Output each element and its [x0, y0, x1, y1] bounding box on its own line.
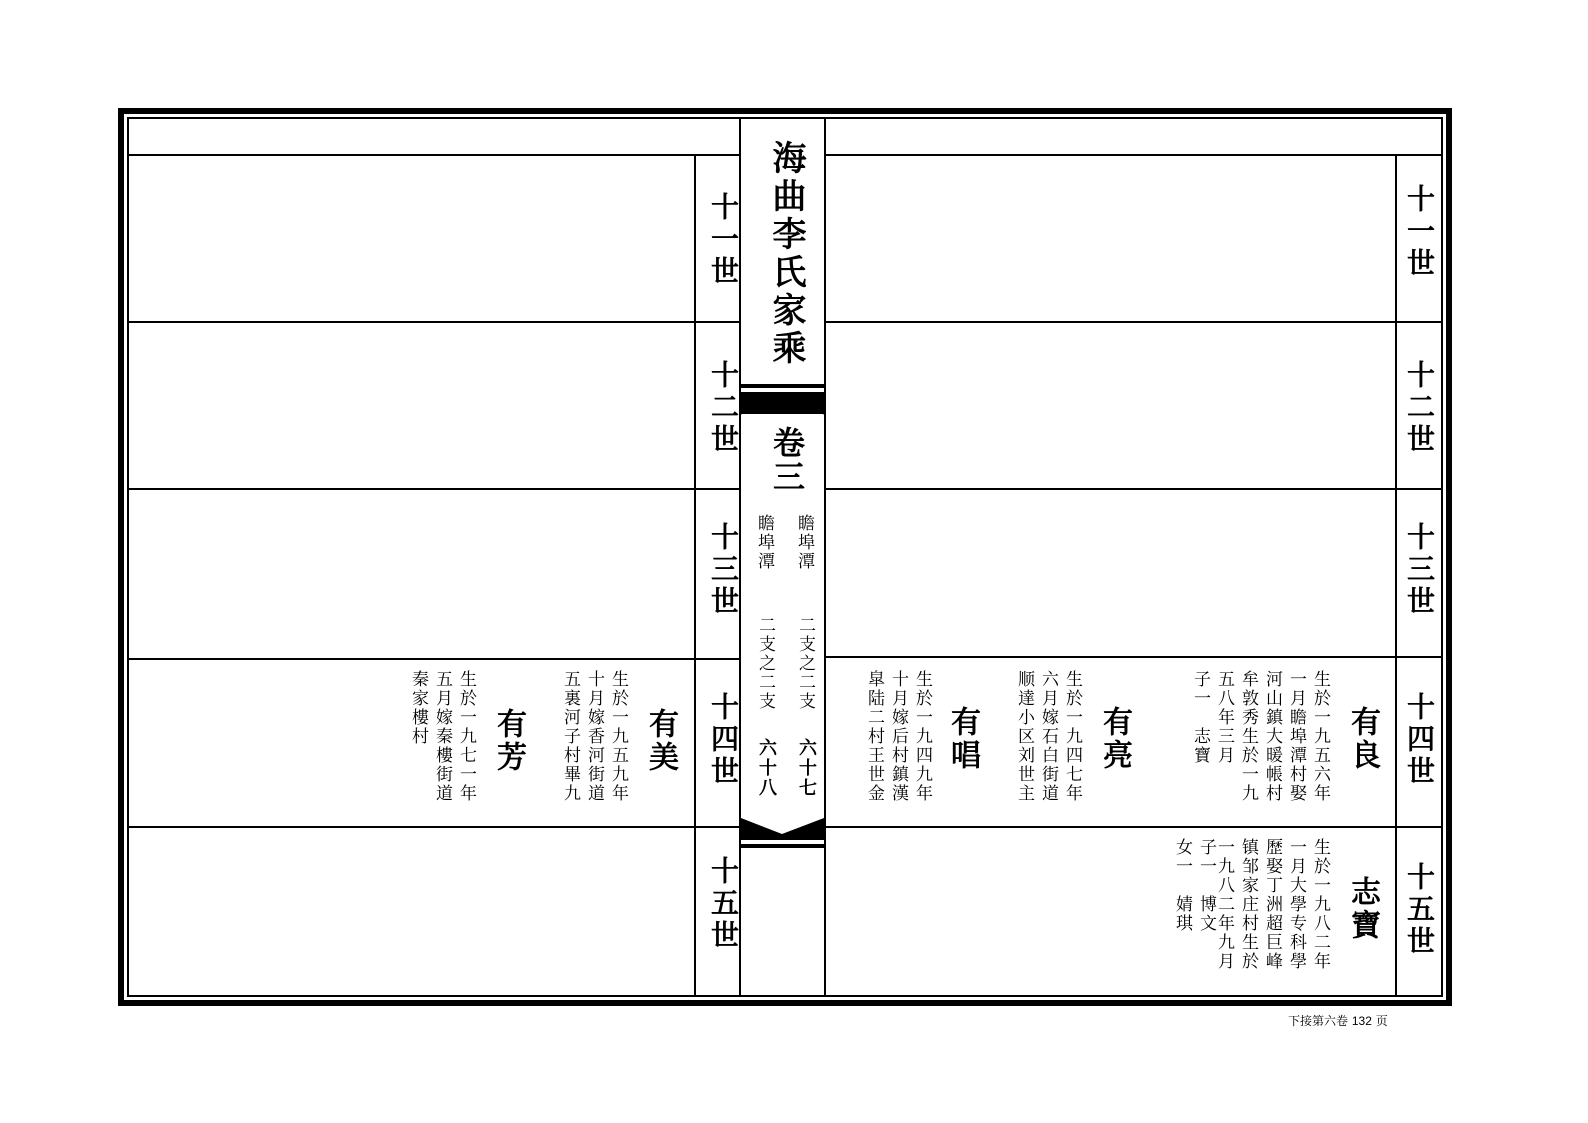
person-detail-line: 五裏河子村畢九 — [560, 670, 580, 803]
right-header-line — [826, 154, 1443, 156]
book-title: 海曲李氏家乘 — [766, 140, 806, 368]
person-detail-line: 皐陆二村王世金 — [864, 670, 884, 803]
person-detail-line: 生於一九五九年 — [608, 670, 628, 803]
person-detail-line: 歷娶丁洲超巨峰 — [1262, 838, 1282, 971]
gen-label-left: 十三世 — [707, 522, 740, 618]
person-name: 有亮 — [1097, 706, 1132, 772]
gen-label-right: 十五世 — [1403, 862, 1436, 958]
gen-label-right: 十三世 — [1403, 522, 1436, 618]
person-detail-line: 六月嫁石白街道 — [1038, 670, 1058, 803]
person-detail-line: 生於一九四九年 — [912, 670, 932, 803]
person-name: 有芳 — [491, 708, 526, 774]
gen-label-right: 十一世 — [1403, 184, 1436, 280]
gen-label-left: 十二世 — [707, 360, 740, 456]
person-detail-line: 牟敦秀生於一九 — [1238, 670, 1258, 803]
spine-right-edge — [824, 117, 826, 997]
person-detail-line: 生於一九四七年 — [1062, 670, 1082, 803]
person-detail-line: 河山鎮大暖帳村 — [1262, 670, 1282, 803]
left-header-line — [127, 154, 741, 156]
left-row-sep — [127, 488, 739, 490]
person-name: 有美 — [643, 708, 678, 774]
person-detail-line: 五八年三月 — [1214, 670, 1234, 765]
spine-left-page: 六十八 — [756, 738, 777, 798]
person-detail-line: 十月嫁后村鎮漢 — [888, 670, 908, 803]
person-detail-line: 一九八二年九月 — [1214, 838, 1234, 971]
volume-label: 卷三 — [768, 426, 806, 494]
page-footer — [1288, 1012, 1388, 1029]
right-row-sep — [826, 656, 1443, 658]
person-detail-line: 生於一九八二年 — [1310, 838, 1330, 971]
left-row-sep — [127, 321, 739, 323]
spine-bottom-band — [741, 818, 824, 852]
person-detail-line: 镇邹家庄村生於 — [1238, 838, 1258, 971]
gen-label-left: 十五世 — [707, 856, 740, 952]
person-name: 志寶 — [1345, 876, 1380, 942]
person-detail-line: 一月大學专科學 — [1286, 838, 1306, 971]
person-detail-line: 一月瞻埠潭村娶 — [1286, 670, 1306, 803]
footer-prefix: 下接第六卷 — [1288, 1014, 1349, 1028]
person-name: 有良 — [1345, 706, 1380, 772]
person-detail-line: 秦家樓村 — [408, 670, 428, 746]
spine-left-branch: 二支之二支 — [755, 616, 775, 711]
person-name: 有唱 — [945, 706, 980, 772]
spine-right-branch: 二支之二支 — [795, 616, 815, 711]
person-detail-line: 女一 婧琪 — [1172, 838, 1192, 933]
spine-left-place: 瞻埠潭 — [754, 514, 774, 571]
footer-page-number: 132 — [1351, 1014, 1372, 1028]
left-row-sep — [127, 826, 739, 828]
gen-label-left: 十一世 — [707, 192, 740, 288]
person-detail-line: 生於一九七一年 — [456, 670, 476, 803]
person-detail-line: 五月嫁秦樓街道 — [432, 670, 452, 803]
person-detail-line: 十月嫁香河街道 — [584, 670, 604, 803]
spine-right-page: 六十七 — [796, 738, 817, 798]
gen-label-right: 十二世 — [1403, 360, 1436, 456]
person-detail-line: 生於一九五六年 — [1310, 670, 1330, 803]
left-row-sep — [127, 658, 739, 660]
footer-suffix: 页 — [1375, 1014, 1388, 1028]
right-row-sep — [826, 321, 1443, 323]
right-gen-col-line — [1395, 154, 1397, 997]
person-detail-line: 子一 志寶 — [1190, 670, 1210, 765]
gen-label-left: 十四世 — [707, 692, 740, 788]
person-detail-line: 子一 博文 — [1196, 838, 1216, 933]
right-row-sep — [826, 488, 1443, 490]
gen-label-right: 十四世 — [1403, 692, 1436, 788]
right-row-sep — [826, 826, 1443, 828]
person-detail-line: 顺達小区刘世主 — [1014, 670, 1034, 803]
spine-top-band — [741, 384, 824, 424]
left-gen-col-line — [694, 154, 696, 997]
spine-right-place: 瞻埠潭 — [794, 514, 814, 571]
